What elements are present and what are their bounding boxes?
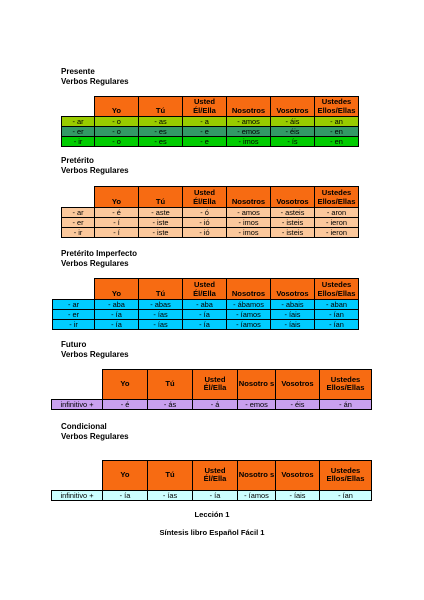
table-cell: - ía	[103, 491, 148, 501]
table-row	[62, 127, 359, 137]
table-cell: - íais	[271, 310, 315, 320]
footer-source: Síntesis libro Español Fácil 1	[159, 528, 265, 537]
table-cell: - abais	[271, 300, 315, 310]
table-cell: - isteis	[271, 218, 315, 228]
header-vosotros: Vosotros	[271, 187, 315, 208]
header-vosotros: Vosotros	[276, 370, 320, 400]
table-cell: - amos	[227, 208, 271, 218]
header-nosotros: Nosotro s	[238, 461, 276, 491]
table-cell: - aba	[183, 300, 227, 310]
condicional-table	[51, 460, 372, 501]
table-row	[52, 400, 372, 410]
header-row	[52, 461, 372, 491]
section-subtitle: Verbos Regulares	[61, 350, 129, 359]
table-cell: - ía	[193, 491, 238, 501]
table-cell: - iste	[139, 218, 183, 228]
row-label: - ar	[62, 208, 95, 218]
table-cell: - ía	[95, 320, 139, 330]
table-cell: - emos	[227, 127, 271, 137]
header-nosotros: Nosotros	[227, 187, 271, 208]
table-cell: - emos	[238, 400, 276, 410]
table-cell: - í	[95, 218, 139, 228]
section-title: Pretérito	[61, 156, 94, 165]
table-cell: - o	[95, 137, 139, 147]
row-label: - ar	[53, 300, 95, 310]
table-cell: - e	[183, 137, 227, 147]
table-cell: - ábamos	[227, 300, 271, 310]
header-ustedes: Ustedes Ellos/Ellas	[320, 370, 372, 400]
header-vosotros: Vosotros	[271, 279, 315, 300]
row-label: - ir	[62, 228, 95, 238]
table-cell: - ían	[315, 310, 359, 320]
table-cell: - íamos	[227, 310, 271, 320]
imperfecto-heading	[61, 249, 137, 269]
table-cell: - es	[139, 127, 183, 137]
preterito-heading	[61, 156, 129, 176]
table-cell: - imos	[227, 137, 271, 147]
presente-table	[61, 96, 359, 147]
table-cell: - é	[103, 400, 148, 410]
header-tu: Tú	[139, 97, 183, 117]
table-cell: - éis	[271, 127, 315, 137]
table-cell: - ieron	[315, 218, 359, 228]
table-cell: - asteis	[271, 208, 315, 218]
table-cell: - ieron	[315, 228, 359, 238]
header-yo: Yo	[103, 370, 148, 400]
header-yo: Yo	[95, 97, 139, 117]
section-title: Futuro	[61, 340, 87, 349]
corner-cell	[62, 97, 95, 117]
table-row	[62, 208, 359, 218]
header-nosotros: Nosotros	[227, 97, 271, 117]
row-label: - er	[62, 127, 95, 137]
header-usted: Usted Él/Ella	[193, 370, 238, 400]
table-row	[53, 310, 359, 320]
table-row	[53, 320, 359, 330]
imperfecto-table	[52, 278, 359, 330]
header-usted: Usted Él/Ella	[183, 97, 227, 117]
table-cell: - aron	[315, 208, 359, 218]
table-cell: - o	[95, 127, 139, 137]
footer-lesson: Lección 1	[194, 510, 230, 519]
table-cell: - ían	[320, 491, 372, 501]
futuro-heading	[61, 340, 129, 360]
header-vosotros: Vosotros	[271, 97, 315, 117]
table-cell: - íamos	[227, 320, 271, 330]
table-row	[62, 137, 359, 147]
table-cell: - as	[139, 117, 183, 127]
table-cell: - ías	[148, 491, 193, 501]
table-cell: - amos	[227, 117, 271, 127]
table-cell: - íais	[271, 320, 315, 330]
table-cell: - aste	[139, 208, 183, 218]
table-cell: - áis	[271, 117, 315, 127]
header-tu: Tú	[139, 187, 183, 208]
section-subtitle: Verbos Regulares	[61, 259, 129, 268]
row-label: infinitivo +	[52, 400, 103, 410]
table-cell: - iste	[139, 228, 183, 238]
row-label: - er	[53, 310, 95, 320]
header-tu: Tú	[148, 461, 193, 491]
table-cell: - éis	[276, 400, 320, 410]
section-subtitle: Verbos Regulares	[61, 166, 129, 175]
table-cell: - ió	[183, 218, 227, 228]
header-row	[62, 187, 359, 208]
header-row	[62, 97, 359, 117]
table-cell: - ís	[271, 137, 315, 147]
section-title: Condicional	[61, 422, 107, 431]
header-nosotros: Nosotro s	[238, 370, 276, 400]
table-cell: - ó	[183, 208, 227, 218]
section-title: Pretérito Imperfecto	[61, 249, 138, 258]
table-cell: - imos	[227, 218, 271, 228]
row-label: - ar	[62, 117, 95, 127]
table-cell: - ías	[139, 310, 183, 320]
table-cell: - íais	[276, 491, 320, 501]
table-row	[53, 300, 359, 310]
header-yo: Yo	[95, 279, 139, 300]
table-cell: - ía	[183, 310, 227, 320]
futuro-table	[51, 369, 372, 410]
table-cell: - íamos	[238, 491, 276, 501]
table-cell: - ió	[183, 228, 227, 238]
table-row	[62, 228, 359, 238]
table-row	[52, 491, 372, 501]
header-row	[53, 279, 359, 300]
table-cell: - ía	[183, 320, 227, 330]
header-ustedes: Ustedes Ellos/Ellas	[315, 279, 359, 300]
header-yo: Yo	[95, 187, 139, 208]
corner-cell	[62, 187, 95, 208]
table-cell: - e	[183, 127, 227, 137]
table-cell: - an	[315, 117, 359, 127]
table-cell: - es	[139, 137, 183, 147]
table-cell: - a	[183, 117, 227, 127]
header-usted: Usted Él/Ella	[193, 461, 238, 491]
row-label: - ir	[62, 137, 95, 147]
table-cell: - á	[193, 400, 238, 410]
row-label: - er	[62, 218, 95, 228]
table-cell: - í	[95, 228, 139, 238]
section-subtitle: Verbos Regulares	[61, 432, 129, 441]
table-cell: - é	[95, 208, 139, 218]
section-subtitle: Verbos Regulares	[61, 77, 129, 86]
presente-heading	[61, 67, 129, 87]
header-yo: Yo	[103, 461, 148, 491]
row-label: - ir	[53, 320, 95, 330]
preterito-table	[61, 186, 359, 238]
table-cell: - en	[315, 127, 359, 137]
table-cell: - ía	[95, 310, 139, 320]
corner-cell	[52, 370, 103, 400]
header-ustedes: Ustedes Ellos/Ellas	[315, 187, 359, 208]
table-cell: - imos	[227, 228, 271, 238]
table-cell: - ían	[315, 320, 359, 330]
table-cell: - en	[315, 137, 359, 147]
table-cell: - ás	[148, 400, 193, 410]
table-cell: - án	[320, 400, 372, 410]
table-row	[62, 117, 359, 127]
table-cell: - abas	[139, 300, 183, 310]
table-cell: - aban	[315, 300, 359, 310]
header-tu: Tú	[139, 279, 183, 300]
row-label: infinitivo +	[52, 491, 103, 501]
section-title: Presente	[61, 67, 95, 76]
header-ustedes: Ustedes Ellos/Ellas	[320, 461, 372, 491]
condicional-heading	[61, 422, 129, 442]
header-vosotros: Vosotros	[276, 461, 320, 491]
table-cell: - ías	[139, 320, 183, 330]
table-row	[62, 218, 359, 228]
header-usted: Usted Él/Ella	[183, 187, 227, 208]
header-tu: Tú	[148, 370, 193, 400]
corner-cell	[53, 279, 95, 300]
table-cell: - aba	[95, 300, 139, 310]
header-ustedes: Ustedes Ellos/Ellas	[315, 97, 359, 117]
header-usted: Usted Él/Ella	[183, 279, 227, 300]
header-row	[52, 370, 372, 400]
table-cell: - isteis	[271, 228, 315, 238]
table-cell: - o	[95, 117, 139, 127]
header-nosotros: Nosotros	[227, 279, 271, 300]
corner-cell	[52, 461, 103, 491]
